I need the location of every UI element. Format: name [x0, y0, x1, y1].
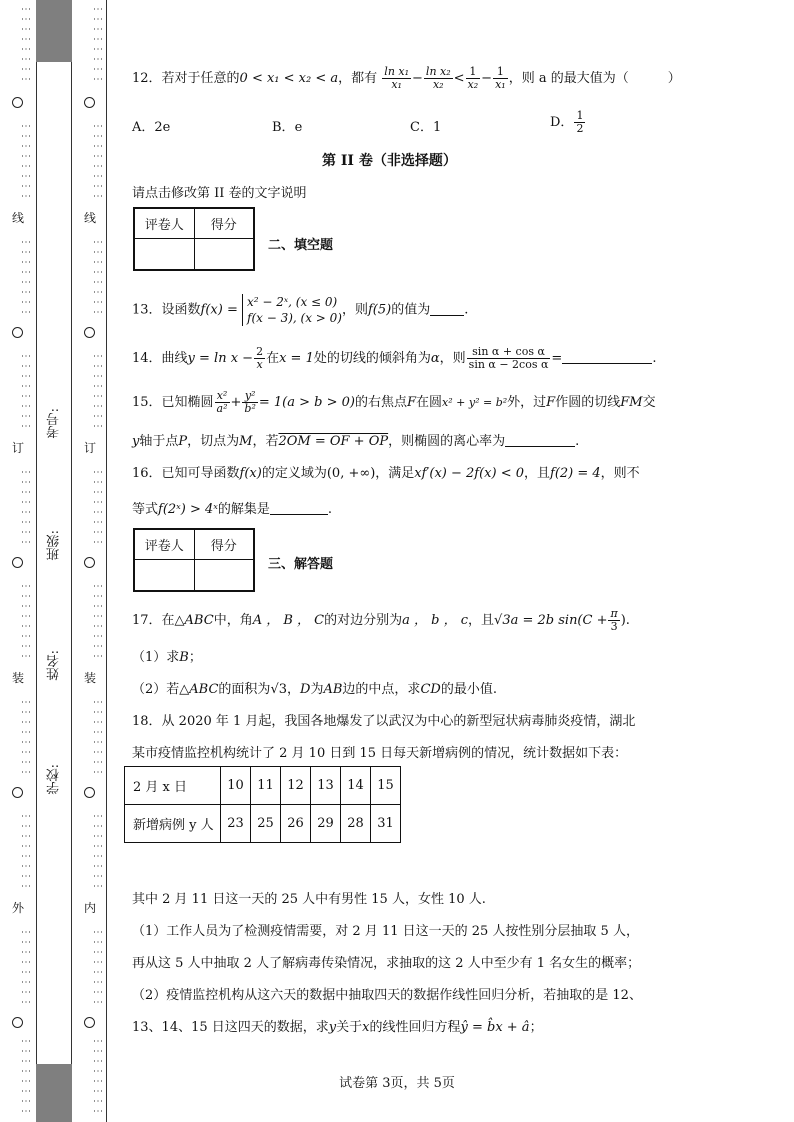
question-18-part2-line1: （2）疫情监控机构从这六天的数据中抽取四天的数据作线性回归分析，若抽取的是 12、 — [132, 988, 642, 1003]
question-17-part2: （2）若△ABC的面积为√3，D为AB边的中点，求CD的最小值. — [132, 682, 497, 697]
epidemic-data-table — [124, 766, 401, 843]
circle-mark — [84, 97, 95, 108]
circle-mark — [84, 327, 95, 338]
dotted-line: ⋮⋮⋮⋮⋮⋮⋮⋮ — [92, 811, 103, 891]
binding-rule — [106, 0, 107, 1122]
table-cell: 25 — [251, 805, 281, 843]
dotted-line: ⋮⋮⋮⋮⋮⋮⋮⋮ — [20, 811, 31, 891]
circle-mark — [84, 1017, 95, 1028]
dotted-line: ⋮⋮⋮⋮⋮⋮⋮⋮ — [20, 237, 31, 317]
name-label: 姓名: — [47, 650, 62, 681]
table-cell: 11 — [251, 767, 281, 805]
margin-char-ding: 订 — [83, 441, 96, 455]
grader-header: 评卷人 — [134, 529, 194, 559]
margin-char-ding: 订 — [11, 441, 24, 455]
margin-char-nei: 内 — [83, 901, 96, 915]
question-12: 12．若对于任意的0 < x₁ < x₂ < a，都有 $\frac{\text{ln x₁}}{\text{x₁}}$ − $\frac{\text{ln x₂}}{\text{x₂}}$ < $\frac{1}{\text{x₂}}$ − $\frac{1}{\text{x₁}}$ ，则 a 的最大值为（ ） — [132, 65, 681, 91]
circle-mark — [12, 327, 23, 338]
fraction: $\frac{1}{\text{x₂}}$ — [467, 65, 479, 91]
score-header: 得分 — [194, 208, 254, 238]
dotted-line: ⋮⋮⋮⋮⋮⋮⋮⋮ — [20, 351, 31, 431]
circle-mark — [84, 787, 95, 798]
circle-mark — [84, 557, 95, 568]
question-18-line2: 某市疫情监控机构统计了 2 月 10 日到 15 日每天新增病例的情况，统计数据如下表： — [132, 746, 628, 761]
exam-number-label: 考号: — [47, 408, 62, 439]
answer-blank[interactable] — [505, 435, 575, 447]
grader-cell[interactable] — [134, 238, 194, 270]
question-18-line1: 18．从 2020 年 1 月起，我国各地爆发了以武汉为中心的新型冠状病毒肺炎疫情，湖北 — [132, 714, 636, 729]
question-17: 17．在△ABC中，角A ， B ， C的对边分别为a ， b ， c，且√3a = 2b sin(C + $\frac{\pi}{3}$ ). — [132, 607, 630, 633]
question-18-line3: 其中 2 月 11 日这一天的 25 人中有男性 15 人，女性 10 人. — [132, 892, 486, 907]
fraction: $\frac{1}{2}$ — [576, 109, 584, 135]
fraction: $\frac{1}{\text{x₁}}$ — [495, 65, 506, 91]
question-15-line2: y轴于点P，切点为M，若2OM = OF + OP，则椭圆的离心率为 . — [132, 434, 580, 449]
dotted-line: ⋮⋮⋮⋮⋮⋮⋮⋮ — [92, 351, 103, 431]
answer-blank[interactable] — [270, 503, 328, 515]
section-fill-in: 二、填空题 — [268, 238, 334, 253]
score-cell[interactable] — [194, 559, 254, 591]
question-18-part1-line1: （1）工作人员为了检测疫情需要，对 2 月 11 日这一天的 25 人按性别分层抽取 5 人， — [132, 924, 639, 939]
grader-cell[interactable] — [134, 559, 194, 591]
margin-gray-block-top — [36, 0, 72, 62]
question-16-line2: 等式f(2ˣ) > 4ˣ的解集是 . — [132, 502, 333, 517]
fraction: $\frac{\text{x²}}{\text{a²}}$ — [216, 389, 228, 415]
dotted-line: ⋮⋮⋮⋮⋮⋮⋮⋮ — [20, 697, 31, 777]
dotted-line: ⋮⋮⋮⋮⋮⋮⋮⋮ — [92, 237, 103, 317]
dotted-line: ⋮⋮⋮⋮⋮⋮⋮⋮ — [92, 467, 103, 547]
school-label: 学校: — [47, 764, 62, 795]
table-row — [125, 805, 401, 843]
question-18-part2-line2: 13、14、15 日这四天的数据，求y关于x的线性回归方程ŷ = b̂x + â； — [132, 1020, 543, 1035]
dotted-line: ⋮⋮⋮⋮⋮⋮⋮⋮ — [20, 467, 31, 547]
class-label: 班级: — [47, 530, 62, 561]
question-18-part1-line2: 再从这 5 人中抽取 2 人了解病毒传染情况，求抽取的这 2 人中至少有 1 名女生的概率； — [132, 956, 641, 971]
table-cell-header: 2 月 x 日 — [125, 767, 221, 805]
section-solutions: 三、解答题 — [268, 557, 334, 572]
dotted-line: ⋮⋮⋮⋮⋮⋮⋮⋮ — [92, 121, 103, 201]
answer-blank[interactable] — [430, 304, 464, 316]
question-15-line1: 15．已知椭圆 $\frac{\text{x²}}{\text{a²}}$ + $\frac{\text{y²}}{\text{b²}}$ = 1(a > b > 0)的右焦点F在圆x² + y² = b²外，过F作圆的切线FM交 — [132, 389, 656, 415]
circle-mark — [12, 1017, 23, 1028]
margin-char-zhuang: 装 — [83, 671, 96, 685]
margin-char-xian: 线 — [11, 211, 24, 225]
table-cell: 12 — [281, 767, 311, 805]
dotted-line: ⋮⋮⋮⋮⋮⋮⋮⋮ — [92, 927, 103, 1007]
fraction: $\frac{\text{sin α + cos α}}{\text{sin α − 2cos α}}$ — [468, 345, 549, 371]
circle-mark — [12, 557, 23, 568]
table-row — [125, 767, 401, 805]
grader-header: 评卷人 — [134, 208, 194, 238]
dotted-line: ⋮⋮⋮⋮⋮⋮⋮⋮ — [92, 1036, 103, 1116]
question-14: 14．曲线y = ln x − $\frac{2}{x}$ 在x = 1处的切线的倾斜角为α，则 $\frac{\text{sin α + cos α}}{\text{sin α − 2cos α}}$ = . — [132, 345, 657, 371]
fraction: $\frac{\pi}{3}$ — [610, 607, 618, 633]
circle-mark — [12, 787, 23, 798]
fraction: $\frac{\text{ln x₂}}{\text{x₂}}$ — [425, 65, 451, 91]
fraction: $\frac{\text{y²}}{\text{b²}}$ — [244, 389, 256, 415]
binding-margin-info — [36, 0, 72, 1122]
question-13: 13．设函数f(x) = x² − 2ˣ, (x ≤ 0) f(x − 3), (x > 0) ，则f(5)的值为 . — [132, 295, 469, 325]
table-cell: 29 — [311, 805, 341, 843]
page-footer: 试卷第 3页，共 5页 — [339, 1076, 455, 1091]
dotted-line: ⋮⋮⋮⋮⋮⋮⋮⋮ — [20, 4, 31, 84]
score-header: 得分 — [194, 529, 254, 559]
piecewise-function: x² − 2ˣ, (x ≤ 0) f(x − 3), (x > 0) — [242, 294, 342, 326]
margin-char-xian: 线 — [83, 211, 96, 225]
table-cell: 15 — [371, 767, 401, 805]
question-17-part1: （1）求B； — [132, 650, 202, 665]
question-16-line1: 16．已知可导函数f(x)的定义域为(0, +∞)，满足xf′(x) − 2f(x) < 0，且f(2) = 4，则不 — [132, 466, 640, 481]
option-c: C．1 — [410, 120, 442, 135]
table-cell: 28 — [341, 805, 371, 843]
dotted-line: ⋮⋮⋮⋮⋮⋮⋮⋮ — [20, 1036, 31, 1116]
table-cell: 26 — [281, 805, 311, 843]
table-cell: 31 — [371, 805, 401, 843]
option-a: A．2e — [132, 120, 171, 135]
part2-description: 请点击修改第 II 卷的文字说明 — [132, 186, 307, 201]
dotted-line: ⋮⋮⋮⋮⋮⋮⋮⋮ — [92, 4, 103, 84]
dotted-line: ⋮⋮⋮⋮⋮⋮⋮⋮ — [92, 581, 103, 661]
score-table-2 — [133, 528, 255, 592]
option-d: D． $\frac{1}{2}$ — [550, 109, 584, 135]
circle-mark — [12, 97, 23, 108]
dotted-line: ⋮⋮⋮⋮⋮⋮⋮⋮ — [20, 121, 31, 201]
score-cell[interactable] — [194, 238, 254, 270]
table-cell-header: 新增病例 y 人 — [125, 805, 221, 843]
part2-title: 第 II 卷（非选择题） — [322, 153, 457, 169]
margin-char-zhuang: 装 — [11, 671, 24, 685]
fraction: $\frac{2}{x}$ — [256, 345, 264, 371]
answer-blank[interactable] — [562, 352, 652, 364]
binding-margin-inner — [72, 0, 106, 1122]
fraction: $\frac{\text{ln x₁}}{\text{x₁}}$ — [384, 65, 410, 91]
table-cell: 14 — [341, 767, 371, 805]
dotted-line: ⋮⋮⋮⋮⋮⋮⋮⋮ — [92, 697, 103, 777]
table-cell: 13 — [311, 767, 341, 805]
dotted-line: ⋮⋮⋮⋮⋮⋮⋮⋮ — [20, 581, 31, 661]
margin-char-wai: 外 — [11, 901, 24, 915]
dotted-line: ⋮⋮⋮⋮⋮⋮⋮⋮ — [20, 927, 31, 1007]
table-cell: 23 — [221, 805, 251, 843]
score-table-1 — [133, 207, 255, 271]
binding-margin-outer — [0, 0, 36, 1122]
option-b: B．e — [272, 120, 303, 135]
table-cell: 10 — [221, 767, 251, 805]
